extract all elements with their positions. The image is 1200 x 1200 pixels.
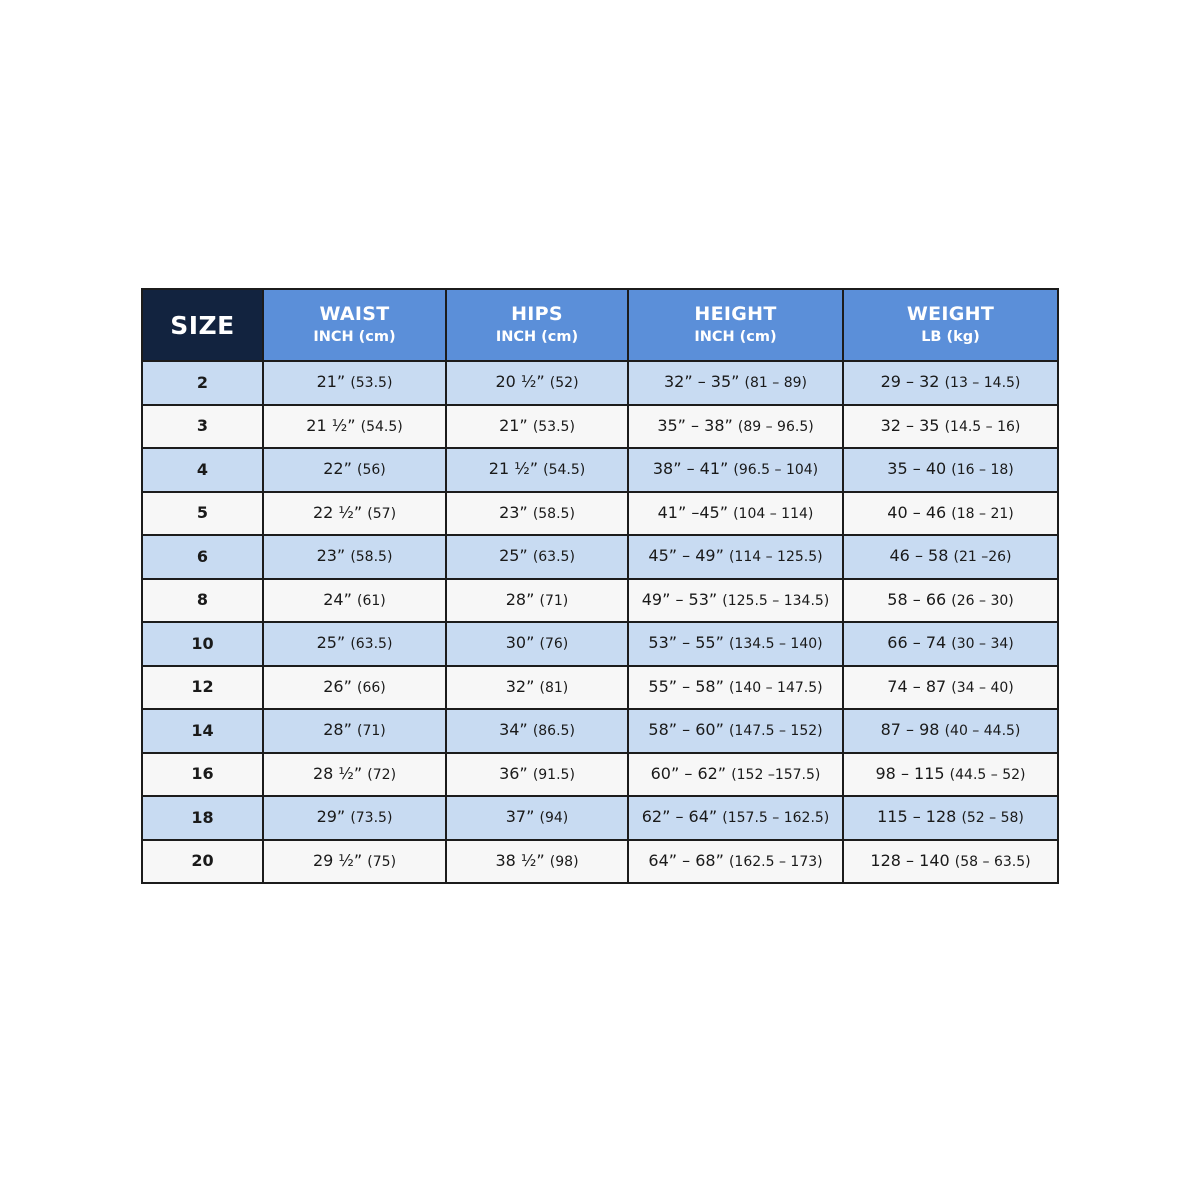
weight-cell — [843, 405, 1058, 449]
hips-imperial-value: 28” — [505, 589, 535, 609]
hips-cell — [446, 753, 628, 797]
waist-imperial-value: 26” — [323, 676, 352, 696]
hips-header-label: HIPS — [511, 303, 563, 325]
weight-metric-value: (16 – 18) — [951, 462, 1014, 479]
size-cell: 8 — [142, 579, 263, 623]
hips-imperial-value: 21 ½” — [488, 459, 539, 479]
waist-imperial-value: 21” — [316, 372, 346, 392]
height-cell — [628, 622, 843, 666]
height-metric-value: (114 – 125.5) — [728, 549, 823, 566]
height-imperial-value: 38” – 41” — [652, 459, 729, 479]
hips-header-unit: INCH (cm) — [495, 329, 579, 345]
hips-cell — [446, 361, 628, 405]
weight-cell — [843, 666, 1058, 710]
weight-imperial-value: 74 – 87 — [887, 676, 947, 696]
hips-imperial-value: 36” — [499, 763, 528, 783]
weight-metric-value: (13 – 14.5) — [944, 375, 1021, 392]
weight-metric-value: (14.5 – 16) — [944, 418, 1021, 435]
size-cell: 3 — [142, 405, 263, 449]
height-header-unit: INCH (cm) — [694, 329, 777, 345]
weight-imperial-value: 66 – 74 — [887, 633, 947, 653]
hips-cell — [446, 709, 628, 753]
height-cell — [628, 492, 843, 536]
waist-metric-value: (73.5) — [350, 810, 393, 827]
table-row — [142, 709, 1058, 753]
size-cell: 16 — [142, 753, 263, 797]
table-row — [142, 666, 1058, 710]
weight-metric-value: (30 – 34) — [951, 636, 1014, 653]
waist-metric-value: (63.5) — [350, 636, 393, 653]
size-cell: 12 — [142, 666, 263, 710]
waist-metric-value: (56) — [357, 462, 386, 479]
weight-cell — [843, 492, 1058, 536]
hips-imperial-value: 32” — [505, 676, 535, 696]
table-row — [142, 448, 1058, 492]
hips-metric-value: (76) — [539, 636, 569, 653]
waist-cell — [263, 709, 446, 753]
waist-cell — [263, 405, 446, 449]
weight-imperial-value: 29 – 32 — [880, 372, 940, 392]
weight-metric-value: (52 – 58) — [961, 810, 1024, 827]
height-imperial-value: 41” –45” — [657, 502, 728, 522]
size-table-body — [142, 361, 1058, 883]
waist-cell — [263, 666, 446, 710]
waist-imperial-value: 23” — [316, 546, 346, 566]
waist-imperial-value: 29” — [316, 807, 346, 827]
waist-metric-value: (53.5) — [350, 375, 393, 392]
waist-imperial-value: 22” — [323, 459, 352, 479]
height-metric-value: (152 –157.5) — [731, 766, 821, 783]
waist-cell — [263, 361, 446, 405]
hips-metric-value: (91.5) — [532, 766, 575, 783]
weight-imperial-value: 32 – 35 — [880, 415, 940, 435]
height-imperial-value: 55” – 58” — [648, 676, 724, 696]
weight-metric-value: (18 – 21) — [951, 505, 1014, 522]
waist-cell — [263, 753, 446, 797]
waist-imperial-value: 29 ½” — [312, 850, 363, 870]
waist-cell — [263, 448, 446, 492]
weight-header — [843, 289, 1058, 361]
waist-metric-value: (66) — [357, 679, 386, 696]
hips-imperial-value: 20 ½” — [495, 372, 545, 392]
waist-header-label: WAIST — [319, 303, 390, 325]
size-cell: 14 — [142, 709, 263, 753]
waist-metric-value: (72) — [367, 766, 397, 783]
hips-cell — [446, 579, 628, 623]
height-imperial-value: 62” – 64” — [641, 807, 718, 827]
weight-cell — [843, 579, 1058, 623]
hips-metric-value: (58.5) — [532, 505, 575, 522]
height-imperial-value: 49” – 53” — [641, 589, 718, 609]
size-cell: 10 — [142, 622, 263, 666]
height-metric-value: (162.5 – 173) — [728, 853, 823, 870]
waist-imperial-value: 25” — [316, 633, 346, 653]
header-row — [142, 289, 1058, 361]
table-row — [142, 405, 1058, 449]
hips-metric-value: (63.5) — [532, 549, 575, 566]
hips-cell — [446, 448, 628, 492]
hips-metric-value: (53.5) — [532, 418, 575, 435]
hips-metric-value: (98) — [549, 853, 579, 870]
weight-metric-value: (58 – 63.5) — [954, 853, 1031, 870]
table-row — [142, 492, 1058, 536]
waist-cell — [263, 579, 446, 623]
hips-cell — [446, 796, 628, 840]
height-cell — [628, 709, 843, 753]
height-cell — [628, 448, 843, 492]
weight-imperial-value: 115 – 128 — [877, 807, 957, 827]
waist-imperial-value: 21 ½” — [306, 415, 356, 435]
height-imperial-value: 64” – 68” — [648, 850, 724, 870]
weight-cell — [843, 622, 1058, 666]
height-cell — [628, 361, 843, 405]
hips-cell — [446, 492, 628, 536]
weight-cell — [843, 448, 1058, 492]
size-cell: 4 — [142, 448, 263, 492]
waist-metric-value: (58.5) — [350, 549, 393, 566]
waist-cell — [263, 622, 446, 666]
weight-imperial-value: 46 – 58 — [889, 546, 949, 566]
hips-imperial-value: 37” — [505, 807, 535, 827]
hips-metric-value: (71) — [539, 592, 569, 609]
hips-cell — [446, 405, 628, 449]
waist-metric-value: (61) — [357, 592, 386, 609]
waist-metric-value: (75) — [367, 853, 397, 870]
waist-metric-value: (54.5) — [360, 418, 403, 435]
weight-metric-value: (34 – 40) — [951, 679, 1014, 696]
hips-imperial-value: 21” — [499, 415, 528, 435]
weight-cell — [843, 753, 1058, 797]
hips-imperial-value: 25” — [499, 546, 528, 566]
height-metric-value: (96.5 – 104) — [733, 462, 819, 479]
height-imperial-value: 45” – 49” — [648, 546, 724, 566]
weight-cell — [843, 709, 1058, 753]
waist-imperial-value: 28” — [323, 720, 352, 740]
waist-imperial-value: 22 ½” — [312, 502, 363, 522]
size-chart-table — [141, 288, 1059, 884]
height-cell — [628, 796, 843, 840]
waist-cell — [263, 796, 446, 840]
height-cell — [628, 666, 843, 710]
table-row — [142, 579, 1058, 623]
hips-header — [446, 289, 628, 361]
weight-metric-value: (40 – 44.5) — [944, 723, 1021, 740]
height-cell — [628, 405, 843, 449]
table-row — [142, 796, 1058, 840]
weight-imperial-value: 98 – 115 — [875, 763, 945, 783]
hips-metric-value: (86.5) — [532, 723, 575, 740]
height-imperial-value: 58” – 60” — [648, 720, 724, 740]
waist-header — [263, 289, 446, 361]
height-cell — [628, 535, 843, 579]
weight-cell — [843, 796, 1058, 840]
hips-imperial-value: 38 ½” — [495, 850, 545, 870]
hips-metric-value: (52) — [549, 375, 579, 392]
size-header: SIZE — [142, 289, 263, 361]
hips-cell — [446, 622, 628, 666]
weight-cell — [843, 361, 1058, 405]
weight-imperial-value: 35 – 40 — [887, 459, 947, 479]
waist-imperial-value: 28 ½” — [312, 763, 363, 783]
weight-header-unit: LB (kg) — [921, 329, 980, 345]
height-metric-value: (140 – 147.5) — [728, 679, 823, 696]
height-metric-value: (134.5 – 140) — [728, 636, 823, 653]
size-cell: 5 — [142, 492, 263, 536]
hips-metric-value: (94) — [539, 810, 569, 827]
table-row — [142, 753, 1058, 797]
size-cell: 6 — [142, 535, 263, 579]
height-header — [628, 289, 843, 361]
height-metric-value: (157.5 – 162.5) — [722, 810, 830, 827]
height-cell — [628, 840, 843, 884]
table-row — [142, 361, 1058, 405]
weight-metric-value: (44.5 – 52) — [949, 766, 1026, 783]
hips-cell — [446, 840, 628, 884]
hips-cell — [446, 535, 628, 579]
table-row — [142, 622, 1058, 666]
hips-imperial-value: 23” — [499, 502, 528, 522]
size-cell: 2 — [142, 361, 263, 405]
waist-metric-value: (57) — [367, 505, 397, 522]
height-imperial-value: 60” – 62” — [650, 763, 727, 783]
weight-cell — [843, 535, 1058, 579]
hips-metric-value: (54.5) — [543, 462, 586, 479]
height-imperial-value: 53” – 55” — [648, 633, 724, 653]
weight-metric-value: (21 –26) — [953, 549, 1012, 566]
size-cell: 20 — [142, 840, 263, 884]
table-row — [142, 535, 1058, 579]
waist-imperial-value: 24” — [323, 589, 352, 609]
hips-cell — [446, 666, 628, 710]
height-metric-value: (104 – 114) — [733, 505, 814, 522]
waist-cell — [263, 492, 446, 536]
height-metric-value: (125.5 – 134.5) — [722, 592, 830, 609]
hips-imperial-value: 34” — [499, 720, 528, 740]
height-cell — [628, 579, 843, 623]
height-metric-value: (89 – 96.5) — [737, 418, 814, 435]
height-imperial-value: 35” – 38” — [657, 415, 733, 435]
waist-cell — [263, 535, 446, 579]
table-row — [142, 840, 1058, 884]
waist-cell — [263, 840, 446, 884]
height-imperial-value: 32” – 35” — [663, 372, 740, 392]
height-metric-value: (147.5 – 152) — [728, 723, 823, 740]
weight-metric-value: (26 – 30) — [951, 592, 1014, 609]
height-metric-value: (81 – 89) — [744, 375, 807, 392]
weight-imperial-value: 58 – 66 — [887, 589, 947, 609]
weight-imperial-value: 40 – 46 — [887, 502, 947, 522]
weight-cell — [843, 840, 1058, 884]
hips-metric-value: (81) — [539, 679, 569, 696]
size-cell: 18 — [142, 796, 263, 840]
waist-header-unit: INCH (cm) — [313, 329, 396, 345]
weight-imperial-value: 128 – 140 — [870, 850, 950, 870]
height-header-label: HEIGHT — [694, 303, 777, 325]
hips-imperial-value: 30” — [505, 633, 535, 653]
weight-header-label: WEIGHT — [906, 303, 995, 325]
height-cell — [628, 753, 843, 797]
weight-imperial-value: 87 – 98 — [880, 720, 940, 740]
waist-metric-value: (71) — [357, 723, 386, 740]
